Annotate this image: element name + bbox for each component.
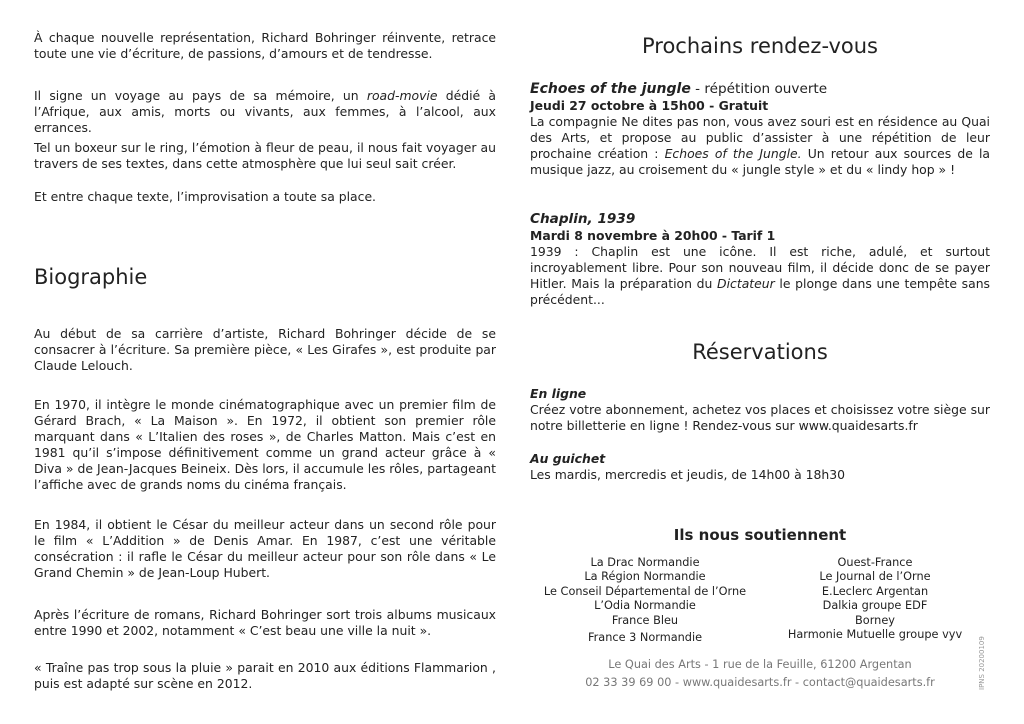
event-title: Chaplin, 1939	[530, 211, 636, 227]
intro-text: Il signe un voyage au pays de sa mémoire, un	[34, 88, 367, 103]
sponsor-item: France 3 Normandie	[587, 631, 703, 645]
counter-label: Au guichet	[530, 451, 606, 466]
intro-paragraph-3: Tel un boxeur sur le ring, l’émotion à fleur de peau, il nous fait voyager au travers de ses textes, dans cette atmosphère que lui seul sait créer.	[34, 140, 496, 171]
event-desc-emphasis: Dictateur	[717, 276, 775, 291]
sponsors-list-left	[540, 556, 750, 645]
intro-paragraph-2	[34, 88, 496, 136]
sponsor-item: Ouest-France	[837, 556, 913, 569]
biography-heading: Biographie	[34, 265, 148, 289]
event-desc-text: 1939 : Chaplin est une icône. Il est riche, adulé, et surtout incroyablement libre. Pour son nouveau film, il décide donc de se payer Hitler. Mais la préparation du	[530, 244, 990, 291]
counter-text: Les mardis, mercredis et jeudis, de 14h00 à 18h30	[530, 467, 846, 482]
intro-paragraph-4: Et entre chaque texte, l’improvisation a toute sa place.	[34, 189, 377, 204]
sponsor-item: France Bleu	[611, 613, 679, 627]
bio-paragraph-5: « Traîne pas trop sous la pluie » parait en 2010 aux éditions Flammarion , puis est adapté sur scène en 2012.	[34, 660, 496, 691]
event-date: Mardi 8 novembre à 20h00 - Tarif 1	[530, 228, 776, 243]
sponsors-list-right	[770, 556, 980, 642]
event-chaplin	[530, 210, 990, 308]
sponsors-heading: Ils nous soutiennent	[673, 526, 847, 544]
reservation-counter	[530, 451, 990, 483]
sponsor-item: Borney	[855, 613, 895, 627]
event-title: Echoes of the jungle	[530, 81, 691, 97]
footer-contact: 02 33 39 69 00 - www.quaidesarts.fr - contact@quaidesarts.fr	[585, 676, 935, 689]
print-code: IPNS 20200109	[978, 636, 986, 690]
reservations-heading: Réservations	[692, 340, 828, 364]
intro-paragraph-1: À chaque nouvelle représentation, Richard Bohringer réinvente, retrace toute une vie d’écriture, de passions, d’amours et de tendresse.	[34, 30, 496, 61]
online-label: En ligne	[530, 386, 587, 401]
sponsor-item: E.Leclerc Argentan	[821, 584, 929, 598]
intro-emphasis: road-movie	[366, 88, 438, 103]
sponsor-item: Dalkia groupe EDF	[822, 599, 928, 613]
sponsor-item: Le Journal de l’Orne	[819, 570, 931, 584]
intro-text-end: dédié à l’Afrique, aux amis, morts ou vivants, aux femmes, à l’alcool, aux errances.	[34, 88, 496, 135]
event-desc-text: La compagnie Ne dites pas non, vous avez souri est en résidence au Quai des Arts, et propose au public d’assister à une répétition de leur prochaine création :	[530, 114, 990, 161]
bio-paragraph-2: En 1970, il intègre le monde cinématographique avec un premier film de Gérard Brach, « La Maison ». En 1972, il obtient son premier rôle marquant dans « L’Italien des roses », de Charles Matton. Mais c’est en 1981 qu’il s’impose définitivement comme un grand acteur grâce à « Diva » de Jean-Jacques Beineix. Dès lors, il accumule les rôles, partageant l’affiche avec de grands noms du cinéma français.	[34, 397, 496, 492]
bio-paragraph-1: Au début de sa carrière d’artiste, Richard Bohringer décide de se consacrer à l’écriture. Sa première pièce, « Les Girafes », est produite par Claude Lelouch.	[34, 326, 496, 373]
event-description	[530, 244, 990, 308]
sponsor-item: La Drac Normandie	[590, 556, 700, 569]
reservation-online	[530, 386, 990, 434]
event-description	[530, 114, 990, 178]
sponsor-item: Harmonie Mutuelle groupe vyv	[787, 628, 963, 642]
bio-paragraph-4: Après l’écriture de romans, Richard Bohringer sort trois albums musicaux entre 1990 et 2002, notamment « C’est beau une ville la nuit ».	[34, 607, 496, 638]
bio-paragraph-3: En 1984, il obtient le César du meilleur acteur dans un second rôle pour le film « L’Addition » de Denis Amar. En 1987, c’est une véritable consécration : il rafle le César du meilleur acteur pour son rôle dans « Le Grand Chemin » de Jean-Loup Hubert.	[34, 517, 496, 580]
event-desc-end: Un retour aux sources de la musique jazz, au croisement du « jungle style » et du « lindy hop » !	[530, 146, 990, 177]
online-text: Créez votre abonnement, achetez vos places et choisissez votre siège sur notre billetterie en ligne ! Rendez-vous sur www.quaidesarts.fr	[530, 402, 990, 433]
event-date: Jeudi 27 octobre à 15h00 - Gratuit	[530, 98, 769, 113]
event-subtitle: - répétition ouverte	[690, 81, 828, 97]
sponsor-item: La Région Normandie	[584, 570, 706, 584]
upcoming-heading: Prochains rendez-vous	[641, 34, 878, 58]
event-title-line	[530, 80, 990, 98]
event-echoes	[530, 80, 990, 178]
event-desc-end: le plonge dans une tempête sans précédent...	[530, 276, 990, 307]
sponsor-item: Le Conseil Départemental de l’Orne	[543, 584, 747, 598]
sponsor-item: L’Odia Normandie	[594, 599, 696, 613]
event-desc-emphasis: Echoes of the Jungle.	[664, 146, 802, 161]
footer-address: Le Quai des Arts - 1 rue de la Feuille, 61200 Argentan	[608, 658, 912, 671]
